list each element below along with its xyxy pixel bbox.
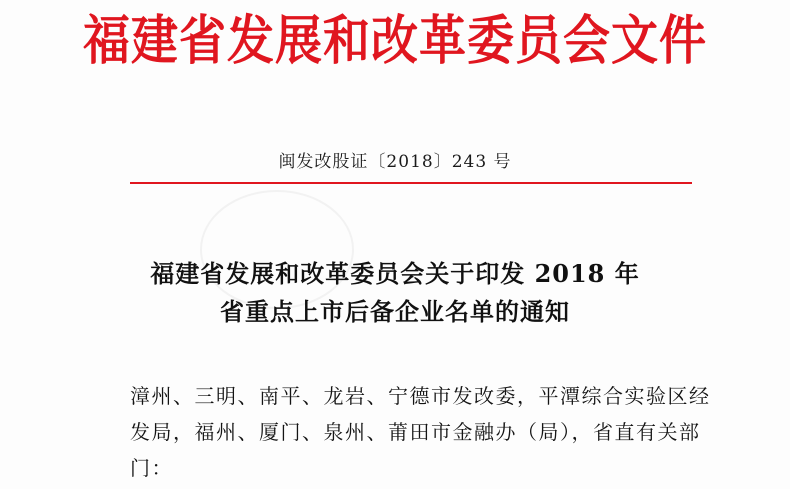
bleed-through-text-lower [430,345,550,359]
faint-seal-impression [200,190,354,309]
addressee-line-3: 门： [130,456,173,480]
addressee-line-2: 发局，福州、厦门、泉州、莆田市金融办（局），省直有关部 [130,420,701,444]
red-separator-line [130,182,692,184]
addressee-line-1: 漳州、三明、南平、龙岩、宁德市发改委，平潭综合实验区经 [130,384,711,408]
document-masthead: 福建省发展和改革委员会文件 [83,10,707,73]
notice-title-line-1: 福建省发展和改革委员会关于印发 2018 年 [150,259,640,288]
notice-title-line-2: 省重点上市后备企业名单的通知 [220,297,570,326]
bleed-through-text [355,128,765,140]
document-number: 闽发改股证〔2018〕243 号 [278,152,512,172]
